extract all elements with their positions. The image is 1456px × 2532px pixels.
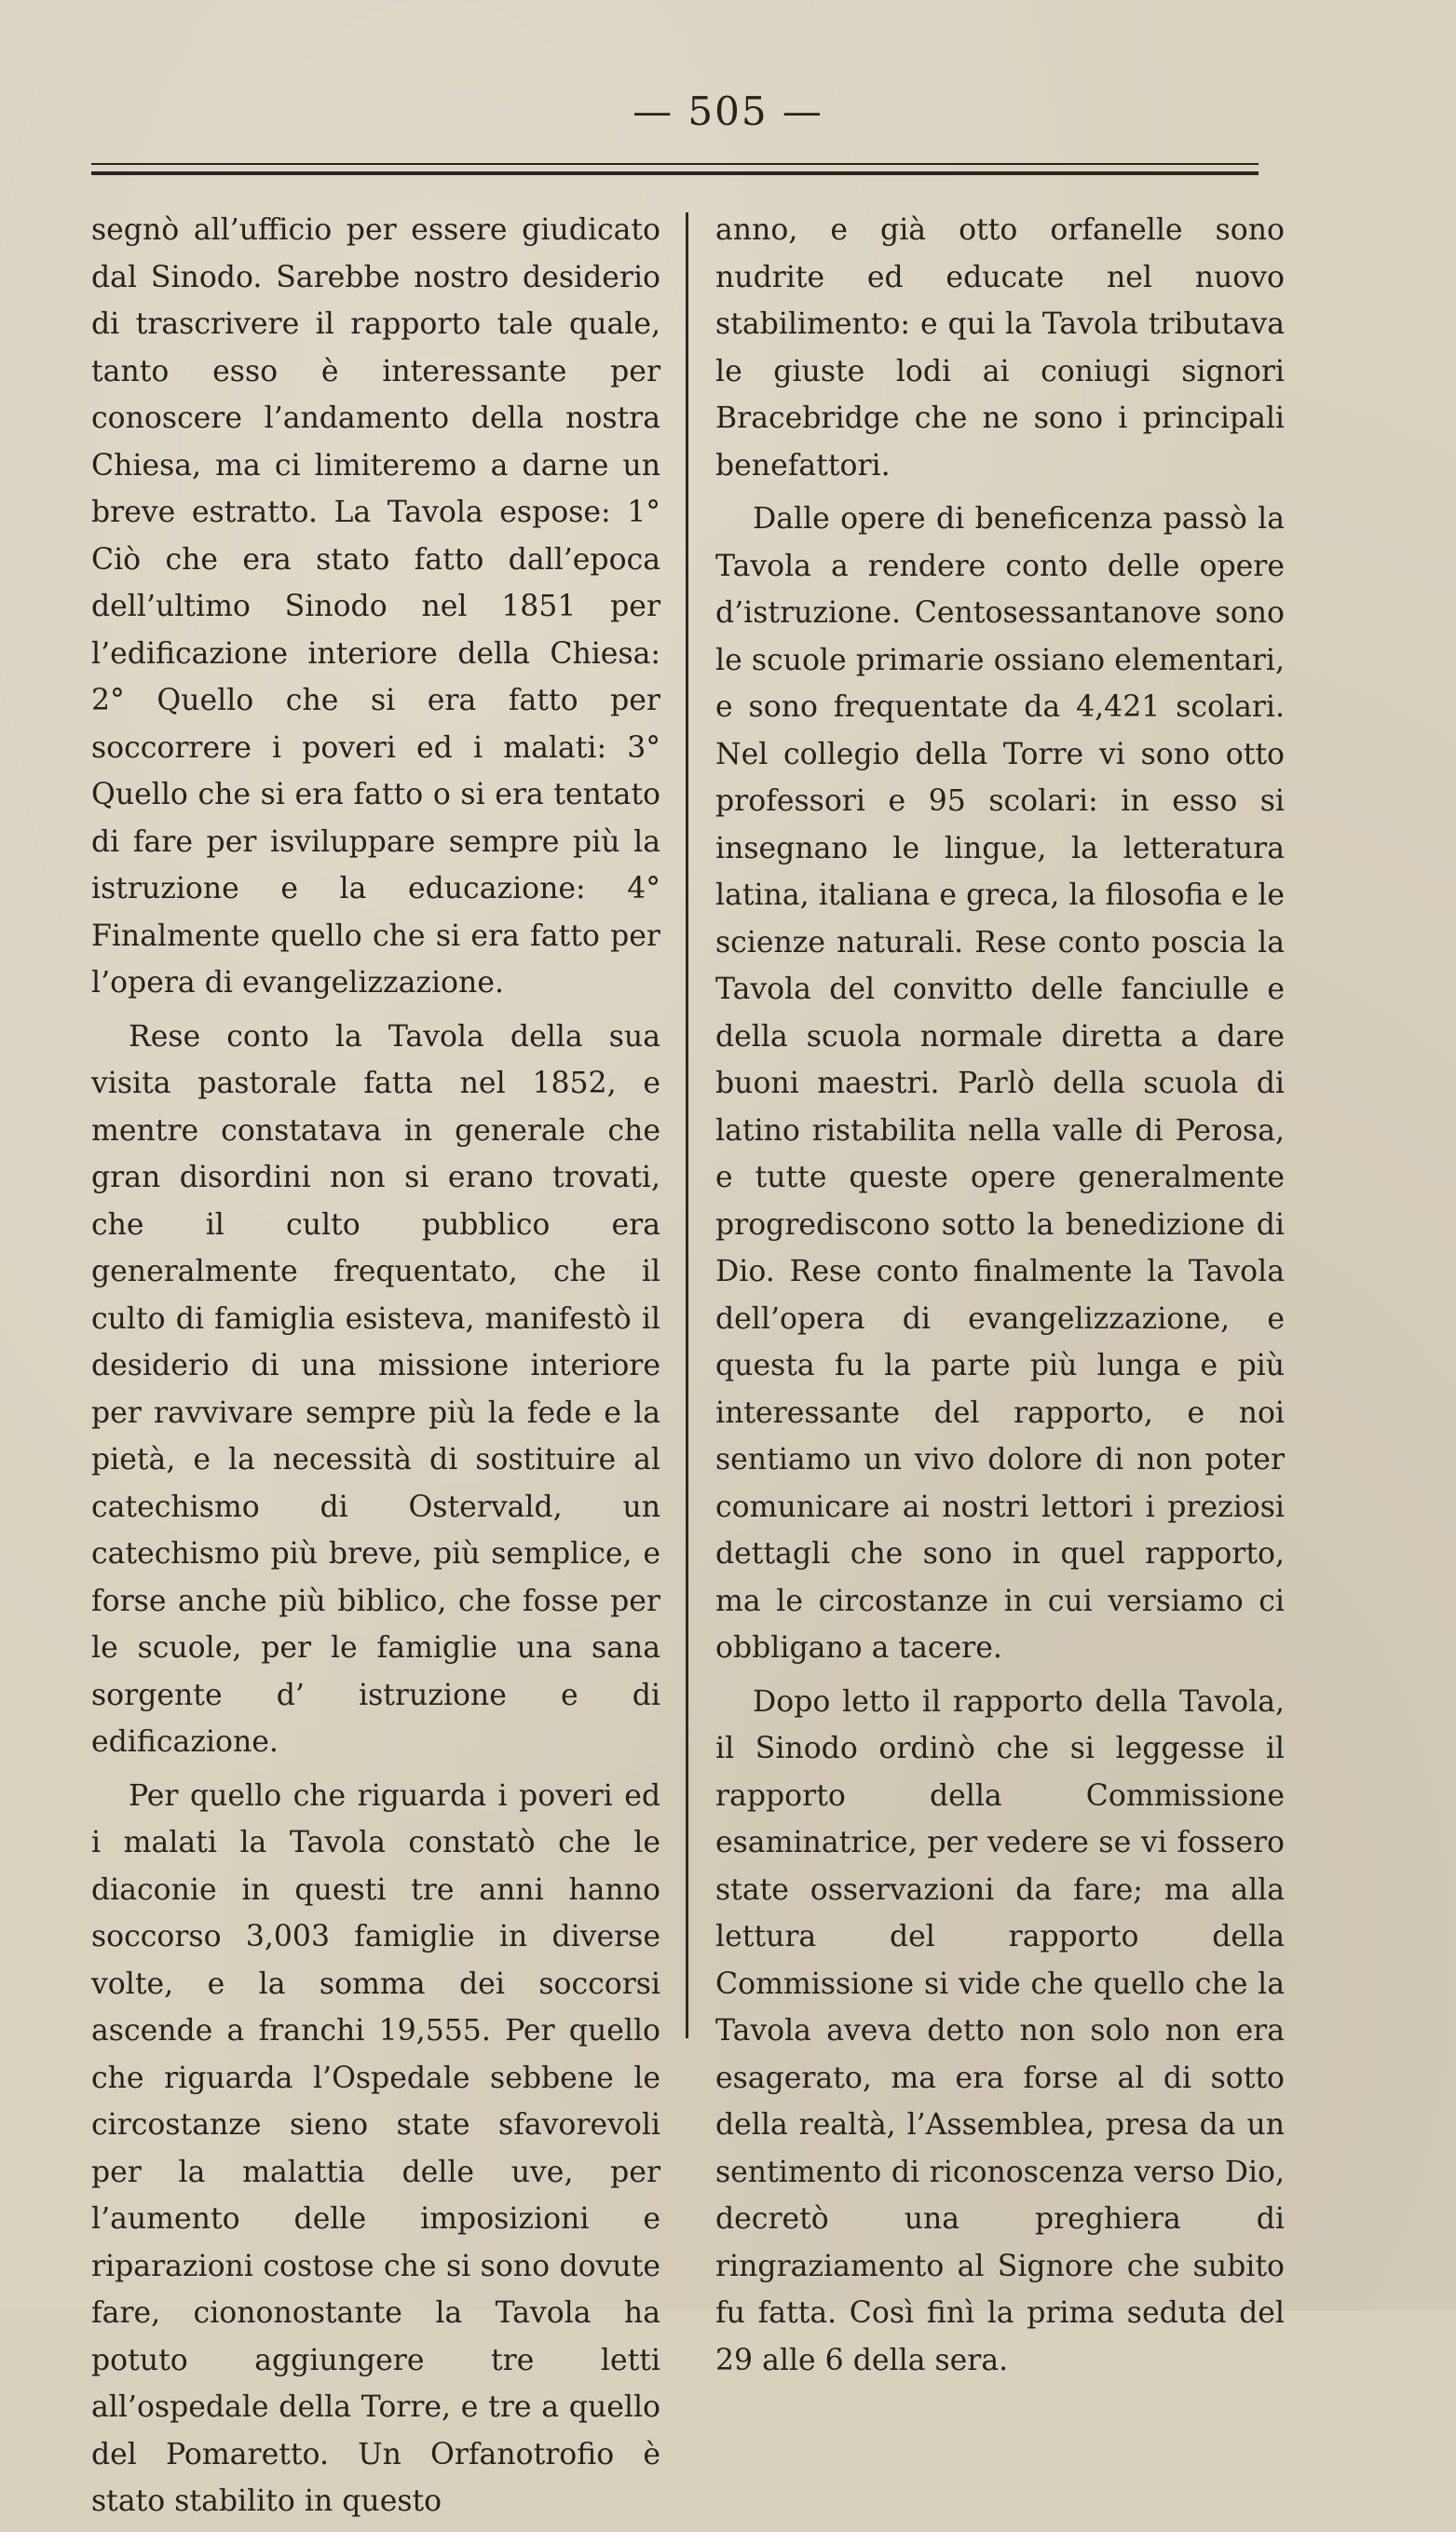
paragraph: Rese conto la Tavola della sua visita pastorale fatta nel 1852, e mentre constatava in generale che gran disordini non si erano trovati, che il culto pubblico era generalmente frequentato, che il culto di famiglia esisteva, manifestò il desiderio di una missione interiore per ravvivare sempre più la fede e la pietà, e la necessità di sostituire al catechismo di Ostervald, un catechismo più breve, più semplice, e forse anche più biblico, che fosse per le scuole, per le famiglie una sana sorgente d’ istruzione e di edificazione. [91,1019,660,1759]
paragraph: Per quello che riguarda i poveri ed i malati la Tavola constatò che le diaconie in questi tre anni hanno soccorso 3,003 famiglie in diverse volte, e la somma dei soccorsi ascende a franchi 19,555. Per quello che riguarda l’Ospedale sebbene le circostanze sieno state sfavorevoli per la malattia delle uve, per l’aumento delle imposizioni e riparazioni costose che si sono dovute fare, ciononostante la Tavola ha potuto aggiungere tre letti all’ospedale della Torre, e tre a quello del Pomaretto. Un Orfanotrofio è stato stabilito in questo [91,1778,660,2518]
paragraph: Dalle opere di beneficenza passò la Tavola a rendere conto delle opere d’istruzione. Centosessantanove sono le scuole primarie ossiano elementari, e sono frequentate da 4,421 scolari. Nel collegio della Torre vi sono otto professori e 95 scolari: in esso si insegnano le lingue, la letteratura latina, italiana e greca, la filosofia e le scienze naturali. Rese conto poscia la Tavola del convitto delle fanciulle e della scuola normale diretta a dare buoni maestri. Parlò della scuola di latino ristabilita nella valle di Perosa, e tutte queste opere generalmente progrediscono sotto la benedizione di Dio. Rese conto finalmente la Tavola dell’opera di evangelizzazione, e questa fu la parte più lunga e più interessante del rapporto, e noi sentiamo un vivo dolore di non poter comunicare ai nostri lettori i preziosi dettagli che sono in quel rapporto, ma le circostanze in cui versiamo ci obbligano a tacere. [715,502,1285,1665]
page-number: — 505 — [633,88,823,134]
left-column [91,207,660,2532]
right-column [715,207,1285,2390]
paragraph: segnò all’ufficio per essere giudicato dal Sinodo. Sarebbe nostro desiderio di trascrivere il rapporto tale quale, tanto esso è interessante per conoscere l’andamento della nostra Chiesa, ma ci limiteremo a darne un breve estratto. La Tavola espose: 1° Ciò che era stato fatto dall’epoca dell’ultimo Sinodo nel 1851 per l’edificazione interiore della Chiesa: 2° Quello che si era fatto per soccorrere i poveri ed i malati: 3° Quello che si era fatto o si era tentato di fare per isviluppare sempre più la istruzione e la educazione: 4° Finalmente quello che si era fatto per l’opera di evangelizzazione. [91,213,660,1000]
paragraph: Dopo letto il rapporto della Tavola, il Sinodo ordinò che si leggesse il rapporto della Commissione esaminatrice, per vedere se vi fossero state osservazioni da fare; ma alla lettura del rapporto della Commissione si vide che quello che la Tavola aveva detto non solo non era esagerato, ma era forse al di sotto della realtà, l’Assemblea, presa da un sentimento di riconoscenza verso Dio, decretò una preghiera di ringraziamento al Signore che subito fu fatta. Così finì la prima seduta del 29 alle 6 della sera. [715,1684,1285,2377]
column-divider [686,212,688,2038]
paragraph: anno, e già otto orfanelle sono nudrite ed educate nel nuovo stabilimento: e qui la Tavola tributava le giuste lodi ai coniugi signori Bracebridge che ne sono i principali benefattori. [715,213,1285,483]
header-rule [91,163,1259,175]
